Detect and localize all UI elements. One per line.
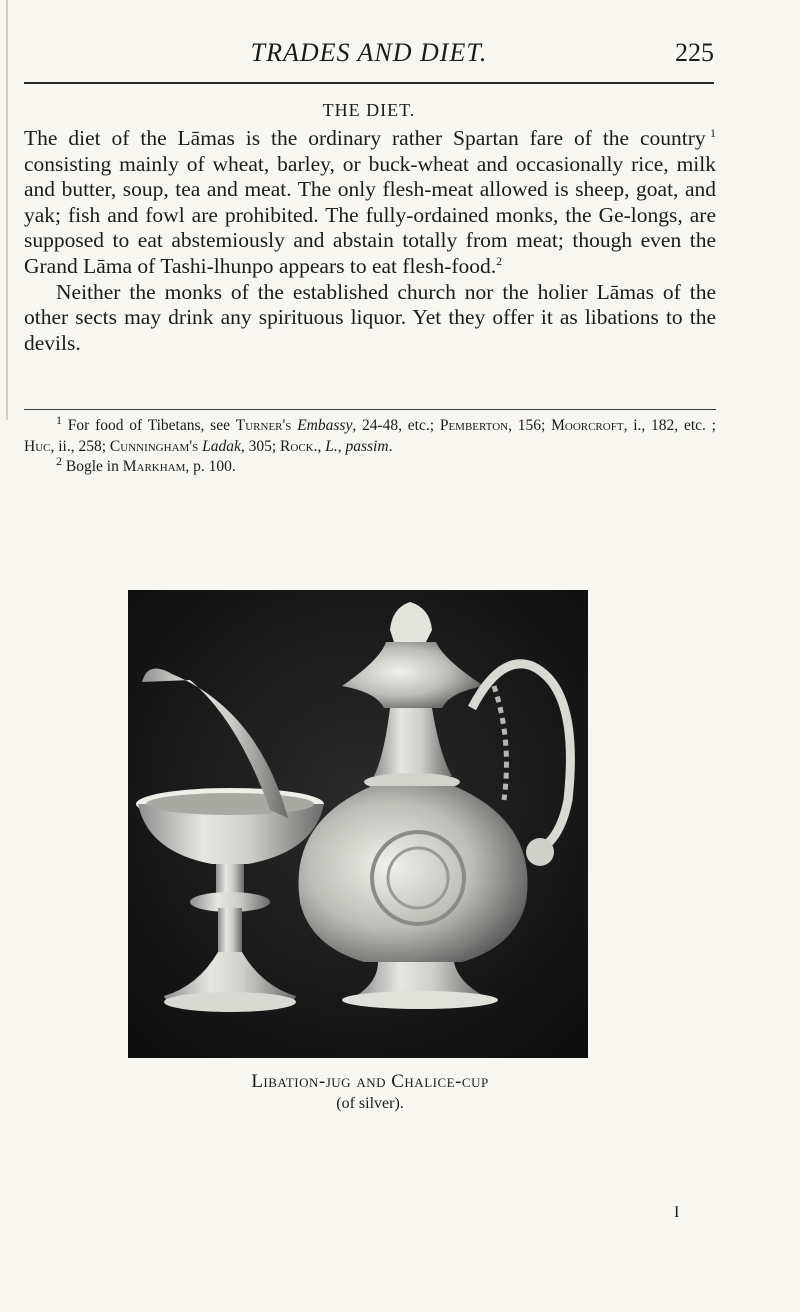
paragraph-1-text-a: The diet of the Lāmas is the ordinary rather Spartan fare of the country: [24, 126, 706, 150]
footnote-rule: [24, 409, 716, 410]
fn1-author-cunningham: Cunningham's: [109, 437, 199, 455]
fn1-text: , ii., 258;: [50, 437, 110, 455]
fn2-author-markham: Markham: [122, 458, 186, 475]
fn1-work-embassy: Embassy: [297, 417, 353, 434]
footnote-1: [24, 412, 716, 457]
header-rule: [24, 82, 714, 84]
fn1-work-ladak: Ladak: [202, 437, 241, 455]
fn1-author-moorcroft: Moorcroft: [551, 417, 624, 434]
fn1-text: , i., 182, etc. ;: [623, 417, 716, 434]
section-title: THE DIET.: [322, 100, 416, 120]
fn1-text: , 24-48, etc.;: [352, 417, 440, 434]
fn1-author-turner: Turner's: [235, 417, 292, 434]
caption-title: Libation-jug and Chalice-cup: [251, 1071, 489, 1092]
footnotes: [24, 412, 716, 478]
footnote-2: [24, 453, 716, 478]
paragraph-1: [24, 126, 716, 280]
fn1-text: ,: [337, 437, 346, 455]
page-number: 225: [675, 38, 714, 67]
page-edge-shadow: [6, 0, 8, 420]
fn1-text: , 305;: [240, 437, 281, 455]
footnote-ref-1: 1: [710, 125, 716, 140]
running-head: [24, 34, 714, 74]
fn1-text: .,: [313, 437, 326, 455]
fn1-author-rock: Rock: [280, 437, 314, 455]
fn2-text: Bogle in: [62, 458, 123, 475]
paragraph-2: Neither the monks of the established church nor the holier Lāmas of the other sects may drink any spirituous liquor. Yet they offer it as libations to the devils.: [24, 279, 716, 355]
fn1-text: .: [388, 437, 393, 455]
fn1-work-l: L.: [325, 437, 338, 455]
fn2-text: , p. 100.: [185, 458, 236, 475]
paragraph-1-text-b: consisting mainly of wheat, barley, or buck-wheat and occasionally rice, milk and butter, soup, tea and meat. The only flesh-meat allowed is sheep, goat, and yak; fish and fowl are prohibited. The fully-ordained monks, the Ge-longs, are supposed to eat abstemiously and abstain totally from meat; though even the Grand Lāma of Tashi-lhunpo appears to eat flesh-food.: [24, 151, 716, 278]
running-head-title: TRADES AND DIET.: [250, 38, 488, 67]
body-text: [24, 126, 716, 356]
footnote-1-marker: 1: [56, 412, 62, 427]
plate-photograph: [128, 590, 588, 1058]
fn1-text: , 156;: [508, 417, 552, 434]
fn1-text: For food of Tibetans, see: [62, 417, 236, 434]
fn1-author-huc: Huc: [24, 437, 51, 455]
fn1-author-pemberton: Pemberton: [439, 417, 509, 434]
fn1-passim: passim: [345, 437, 389, 455]
signature-mark: I: [674, 1204, 680, 1221]
caption-subtitle: (of silver).: [336, 1095, 404, 1112]
footnote-ref-2: 2: [496, 253, 503, 268]
figure-caption: [24, 1071, 716, 1113]
footnote-2-marker: 2: [56, 453, 62, 468]
